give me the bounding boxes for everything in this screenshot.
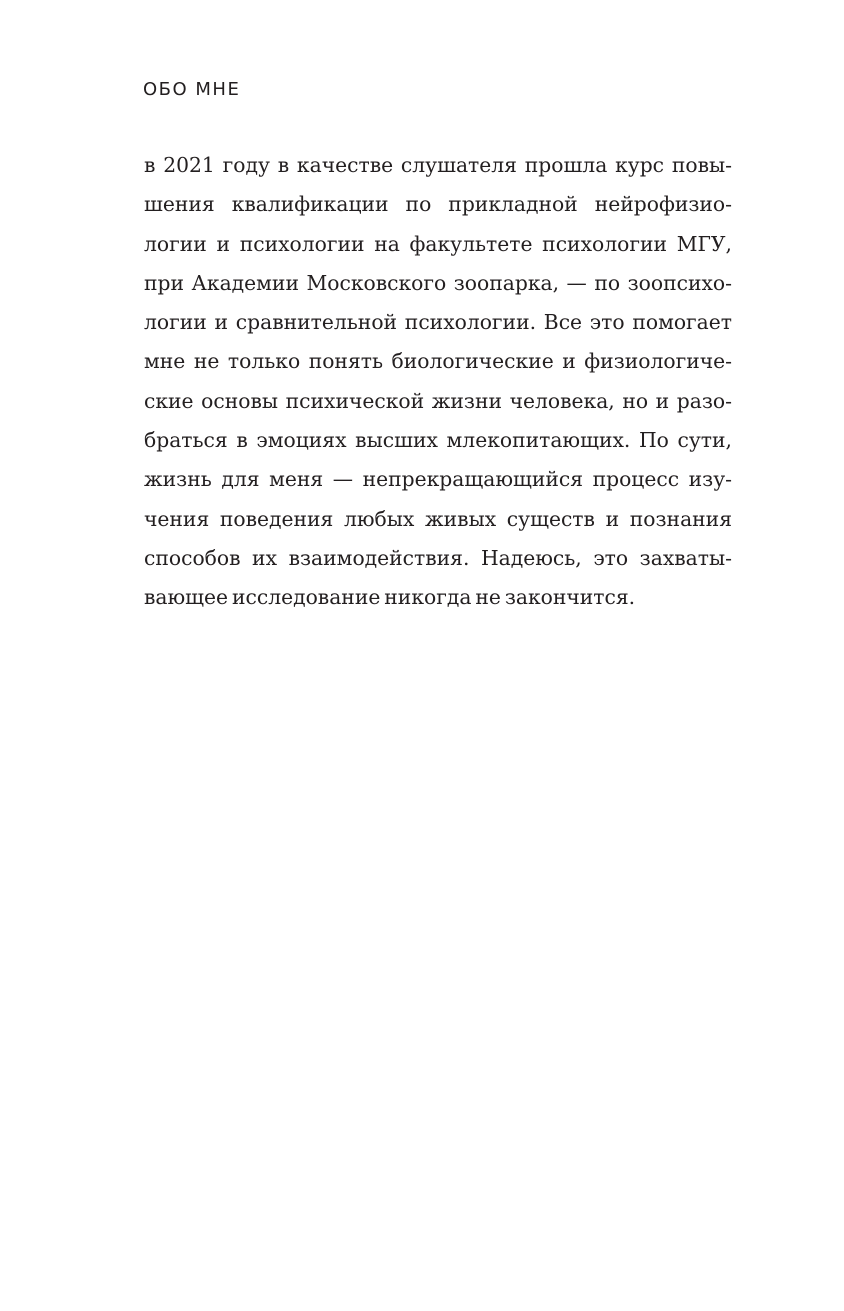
- text-line: вающее исследование никогда не закончится.: [144, 585, 636, 610]
- text-line: логии и сравнительной психологии. Все это помогает: [144, 310, 732, 335]
- text-line: браться в эмоциях высших млекопитающих. По сути,: [144, 428, 732, 453]
- text-line: чения поведения любых живых существ и познания: [144, 506, 732, 531]
- text-line: в 2021 году в качестве слушателя прошла курс повы-: [144, 153, 732, 177]
- text-line: при Академии Московского зоопарка, — по зоопсихо-: [144, 270, 732, 295]
- text-line: способов их взаимодействия. Надеюсь, это захваты-: [144, 545, 732, 570]
- text-line: жизнь для меня — непрекращающийся процесс изу-: [144, 467, 732, 492]
- running-head: ОБО МНЕ: [143, 79, 241, 100]
- text-line: логии и психологии на факультете психологии МГУ,: [144, 231, 732, 256]
- text-line: ские основы психической жизни человека, но и разо-: [144, 388, 732, 413]
- text-line: мне не только понять биологические и физиологиче-: [144, 349, 732, 374]
- body-paragraph: [144, 146, 732, 618]
- text-line: шения квалификации по прикладной нейрофизио-: [144, 192, 732, 217]
